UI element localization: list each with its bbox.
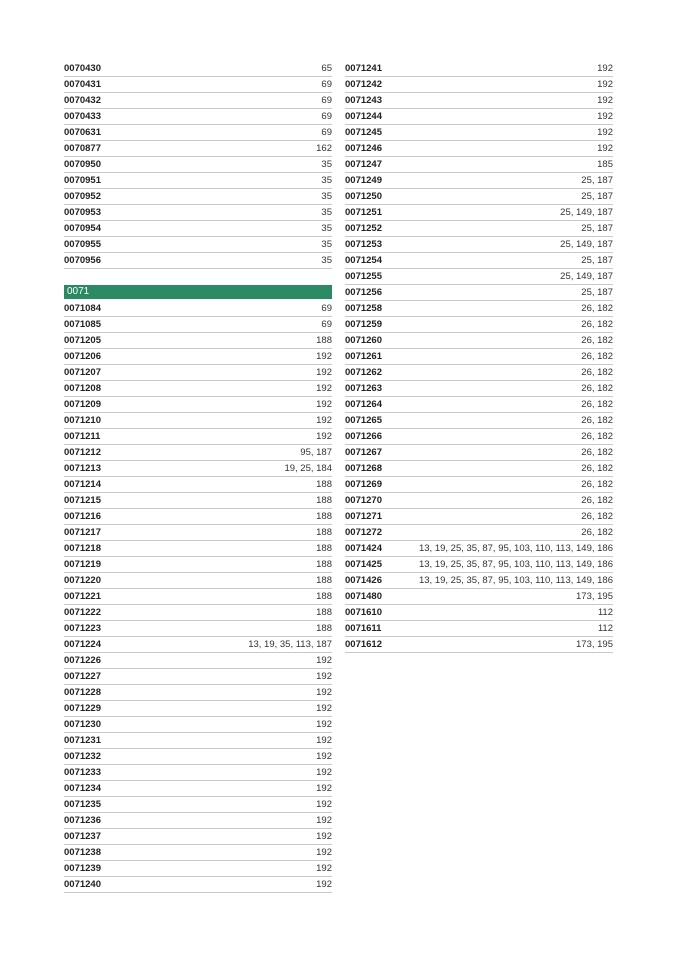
index-row: [64, 797, 332, 813]
index-row: [64, 381, 332, 397]
index-row: [64, 189, 332, 205]
index-row: [64, 781, 332, 797]
index-row: [64, 525, 332, 541]
article-code: 0071262: [345, 367, 382, 378]
page-references: 192: [316, 351, 332, 362]
index-row: [64, 509, 332, 525]
page-references: 192: [316, 655, 332, 666]
index-row: [64, 637, 332, 653]
article-code: 0071256: [345, 287, 382, 298]
page-references: 13, 19, 25, 35, 87, 95, 103, 110, 113, 149, 186: [418, 575, 613, 586]
index-row: [64, 365, 332, 381]
page-references: 26, 182: [581, 367, 613, 378]
page-references: 95, 187: [300, 447, 332, 458]
index-row: [345, 189, 613, 205]
index-row: [64, 589, 332, 605]
page-references: 188: [316, 607, 332, 618]
index-column-left: [64, 61, 332, 893]
index-row: [64, 573, 332, 589]
article-code: 0071216: [64, 511, 101, 522]
page-references: 25, 149, 187: [560, 239, 613, 250]
index-group-0071: [64, 301, 332, 893]
page-references: 188: [316, 335, 332, 346]
index-row: [345, 445, 613, 461]
article-code: 0071213: [64, 463, 101, 474]
index-row: [64, 461, 332, 477]
page-references: 192: [316, 815, 332, 826]
page-references: 192: [316, 879, 332, 890]
article-code: 0071253: [345, 239, 382, 250]
page-references: 69: [321, 127, 332, 138]
page-references: 192: [316, 383, 332, 394]
index-row: [64, 93, 332, 109]
page-references: 35: [321, 207, 332, 218]
page-references: 192: [316, 831, 332, 842]
index-row: [345, 221, 613, 237]
index-row: [345, 141, 613, 157]
page-references: 26, 182: [581, 431, 613, 442]
article-code: 0071217: [64, 527, 101, 538]
page-references: 13, 19, 25, 35, 87, 95, 103, 110, 113, 149, 186: [418, 543, 613, 554]
index-row: [345, 285, 613, 301]
page-references: 192: [316, 703, 332, 714]
page-references: 192: [316, 431, 332, 442]
article-code: 0071251: [345, 207, 382, 218]
page-references: 192: [597, 111, 613, 122]
article-code: 0071214: [64, 479, 101, 490]
article-code: 0071207: [64, 367, 101, 378]
page-references: 13, 19, 25, 35, 87, 95, 103, 110, 113, 149, 186: [418, 559, 613, 570]
index-row: [345, 621, 613, 637]
page-references: 26, 182: [581, 479, 613, 490]
article-code: 0070433: [64, 111, 101, 122]
page-references: 35: [321, 255, 332, 266]
article-code: 0071425: [345, 559, 382, 570]
index-row: [64, 845, 332, 861]
page-references: 192: [597, 127, 613, 138]
page-references: 26, 182: [581, 335, 613, 346]
page-references: 25, 187: [581, 223, 613, 234]
article-code: 0070631: [64, 127, 101, 138]
article-code: 0071270: [345, 495, 382, 506]
index-row: [345, 77, 613, 93]
page-references: 25, 149, 187: [560, 207, 613, 218]
page-references: 192: [316, 719, 332, 730]
index-row: [345, 157, 613, 173]
article-code: 0071212: [64, 447, 101, 458]
page-references: 25, 187: [581, 255, 613, 266]
index-row: [64, 717, 332, 733]
index-row: [345, 109, 613, 125]
article-code: 0070952: [64, 191, 101, 202]
page-references: 69: [321, 303, 332, 314]
page-references: 188: [316, 591, 332, 602]
index-row: [64, 669, 332, 685]
page-references: 192: [316, 767, 332, 778]
page-references: 25, 187: [581, 191, 613, 202]
index-row: [64, 109, 332, 125]
page-references: 192: [316, 799, 332, 810]
index-row: [64, 541, 332, 557]
page-references: 26, 182: [581, 415, 613, 426]
article-code: 0071255: [345, 271, 382, 282]
article-code: 0071233: [64, 767, 101, 778]
article-code: 0071264: [345, 399, 382, 410]
article-code: 0071232: [64, 751, 101, 762]
index-row: [64, 877, 332, 893]
article-code: 0070950: [64, 159, 101, 170]
index-row: [345, 605, 613, 621]
index-row: [64, 61, 332, 77]
article-code: 0070431: [64, 79, 101, 90]
group-spacer: [64, 269, 332, 285]
article-code: 0071243: [345, 95, 382, 106]
page-references: 26, 182: [581, 319, 613, 330]
article-code: 0071247: [345, 159, 382, 170]
page-references: 69: [321, 111, 332, 122]
page-references: 192: [316, 415, 332, 426]
article-code: 0071611: [345, 623, 382, 634]
article-code: 0071246: [345, 143, 382, 154]
article-code: 0071239: [64, 863, 101, 874]
page-references: 188: [316, 575, 332, 586]
index-row: [345, 93, 613, 109]
index-row: [64, 317, 332, 333]
index-row: [345, 477, 613, 493]
article-code: 0071424: [345, 543, 382, 554]
index-row: [64, 125, 332, 141]
article-code: 0071258: [345, 303, 382, 314]
page-references: 25, 187: [581, 175, 613, 186]
page-references: 185: [597, 159, 613, 170]
article-code: 0071265: [345, 415, 382, 426]
index-row: [345, 381, 613, 397]
article-code: 0071230: [64, 719, 101, 730]
article-code: 0071236: [64, 815, 101, 826]
article-code: 0071272: [345, 527, 382, 538]
article-code: 0071220: [64, 575, 101, 586]
page-references: 192: [316, 751, 332, 762]
article-code: 0071227: [64, 671, 101, 682]
page-references: 188: [316, 543, 332, 554]
index-row: [345, 397, 613, 413]
page-references: 192: [316, 847, 332, 858]
page-references: 35: [321, 159, 332, 170]
page-references: 192: [316, 735, 332, 746]
page-references: 26, 182: [581, 463, 613, 474]
index-row: [345, 173, 613, 189]
page-references: 26, 182: [581, 351, 613, 362]
article-code: 0070432: [64, 95, 101, 106]
article-code: 0071218: [64, 543, 101, 554]
article-code: 0071206: [64, 351, 101, 362]
article-code: 0071224: [64, 639, 101, 650]
index-row: [64, 621, 332, 637]
article-code: 0070430: [64, 63, 101, 74]
index-group-0070: [64, 61, 332, 269]
page-references: 26, 182: [581, 399, 613, 410]
page-references: 192: [597, 63, 613, 74]
article-code: 0071268: [345, 463, 382, 474]
index-row: [64, 445, 332, 461]
index-row: [64, 765, 332, 781]
page-references: 69: [321, 79, 332, 90]
index-row: [64, 477, 332, 493]
index-row: [64, 429, 332, 445]
page-references: 112: [597, 623, 613, 634]
page-references: 192: [597, 143, 613, 154]
article-code: 0071223: [64, 623, 101, 634]
article-code: 0071231: [64, 735, 101, 746]
index-row: [64, 557, 332, 573]
index-row: [64, 605, 332, 621]
index-row: [64, 301, 332, 317]
article-code: 0071245: [345, 127, 382, 138]
index-row: [345, 429, 613, 445]
article-code: 0071263: [345, 383, 382, 394]
index-row: [64, 157, 332, 173]
index-row: [345, 333, 613, 349]
article-code: 0071084: [64, 303, 101, 314]
page-references: 112: [597, 607, 613, 618]
index-row: [64, 813, 332, 829]
page-references: 192: [597, 95, 613, 106]
index-row: [345, 365, 613, 381]
article-code: 0071215: [64, 495, 101, 506]
index-row: [64, 749, 332, 765]
article-code: 0070953: [64, 207, 101, 218]
article-code: 0071271: [345, 511, 382, 522]
index-column-right: [345, 61, 613, 653]
article-code: 0071085: [64, 319, 101, 330]
article-code: 0070877: [64, 143, 101, 154]
index-row: [64, 349, 332, 365]
article-code: 0071210: [64, 415, 101, 426]
index-row: [345, 525, 613, 541]
section-header-0071: 0071: [64, 285, 332, 299]
index-row: [64, 493, 332, 509]
article-code: 0070951: [64, 175, 101, 186]
page-references: 173, 195: [576, 639, 613, 650]
article-code: 0071226: [64, 655, 101, 666]
index-row: [64, 685, 332, 701]
article-code: 0071267: [345, 447, 382, 458]
article-code: 0071254: [345, 255, 382, 266]
article-code: 0071259: [345, 319, 382, 330]
article-code: 0071228: [64, 687, 101, 698]
page-references: 13, 19, 35, 113, 187: [248, 639, 332, 650]
article-code: 0071610: [345, 607, 382, 618]
page-references: 192: [316, 687, 332, 698]
page-references: 65: [321, 63, 332, 74]
page-references: 26, 182: [581, 447, 613, 458]
page-references: 192: [316, 863, 332, 874]
page-references: 162: [316, 143, 332, 154]
page-references: 26, 182: [581, 495, 613, 506]
article-code: 0071242: [345, 79, 382, 90]
article-code: 0071221: [64, 591, 101, 602]
page-references: 35: [321, 175, 332, 186]
article-code: 0071612: [345, 639, 382, 650]
index-row: [345, 557, 613, 573]
page-references: 69: [321, 319, 332, 330]
index-row: [345, 301, 613, 317]
index-row: [345, 589, 613, 605]
index-row: [345, 573, 613, 589]
page-references: 35: [321, 223, 332, 234]
article-code: 0071238: [64, 847, 101, 858]
article-code: 0071229: [64, 703, 101, 714]
index-row: [345, 237, 613, 253]
index-row: [64, 701, 332, 717]
article-code: 0071250: [345, 191, 382, 202]
page-references: 188: [316, 559, 332, 570]
article-code: 0071235: [64, 799, 101, 810]
article-code: 0070956: [64, 255, 101, 266]
index-row: [345, 637, 613, 653]
page-references: 188: [316, 623, 332, 634]
page-references: 26, 182: [581, 303, 613, 314]
page-references: 69: [321, 95, 332, 106]
page-references: 26, 182: [581, 511, 613, 522]
article-code: 0071237: [64, 831, 101, 842]
index-row: [64, 861, 332, 877]
index-row: [345, 253, 613, 269]
article-code: 0071211: [64, 431, 101, 442]
index-row: [64, 253, 332, 269]
page-references: 25, 187: [581, 287, 613, 298]
index-row: [64, 397, 332, 413]
index-row: [64, 653, 332, 669]
page-references: 35: [321, 191, 332, 202]
index-row: [345, 461, 613, 477]
article-code: 0071252: [345, 223, 382, 234]
article-code: 0071240: [64, 879, 101, 890]
article-code: 0071222: [64, 607, 101, 618]
index-row: [64, 173, 332, 189]
article-code: 0071426: [345, 575, 382, 586]
index-row: [345, 509, 613, 525]
article-code: 0071219: [64, 559, 101, 570]
page-references: 192: [316, 671, 332, 682]
article-code: 0071209: [64, 399, 101, 410]
page-references: 192: [597, 79, 613, 90]
article-code: 0071234: [64, 783, 101, 794]
page-references: 188: [316, 495, 332, 506]
index-row: [345, 413, 613, 429]
index-row: [64, 333, 332, 349]
index-row: [345, 349, 613, 365]
article-code: 0071244: [345, 111, 382, 122]
page-references: 26, 182: [581, 383, 613, 394]
article-code: 0071249: [345, 175, 382, 186]
index-row: [64, 237, 332, 253]
article-code: 0071269: [345, 479, 382, 490]
page-references: 19, 25, 184: [284, 463, 332, 474]
index-row: [345, 493, 613, 509]
index-row: [64, 733, 332, 749]
index-row: [64, 141, 332, 157]
page-references: 35: [321, 239, 332, 250]
page-references: 173, 195: [576, 591, 613, 602]
page-references: 192: [316, 783, 332, 794]
index-row: [64, 205, 332, 221]
page-references: 26, 182: [581, 527, 613, 538]
article-code: 0071261: [345, 351, 382, 362]
index-row: [345, 541, 613, 557]
index-row: [345, 269, 613, 285]
index-row: [64, 221, 332, 237]
index-row: [64, 829, 332, 845]
article-code: 0071266: [345, 431, 382, 442]
page-references: 192: [316, 399, 332, 410]
page-references: 188: [316, 511, 332, 522]
article-code: 0071241: [345, 63, 382, 74]
article-code: 0070954: [64, 223, 101, 234]
page-references: 25, 149, 187: [560, 271, 613, 282]
index-row: [64, 413, 332, 429]
index-row: [345, 125, 613, 141]
article-code: 0071480: [345, 591, 382, 602]
page-references: 192: [316, 367, 332, 378]
index-row: [345, 317, 613, 333]
article-code: 0070955: [64, 239, 101, 250]
page-references: 188: [316, 527, 332, 538]
index-row: [64, 77, 332, 93]
page-references: 188: [316, 479, 332, 490]
article-code: 0071205: [64, 335, 101, 346]
article-code: 0071208: [64, 383, 101, 394]
article-code: 0071260: [345, 335, 382, 346]
index-row: [345, 205, 613, 221]
index-row: [345, 61, 613, 77]
